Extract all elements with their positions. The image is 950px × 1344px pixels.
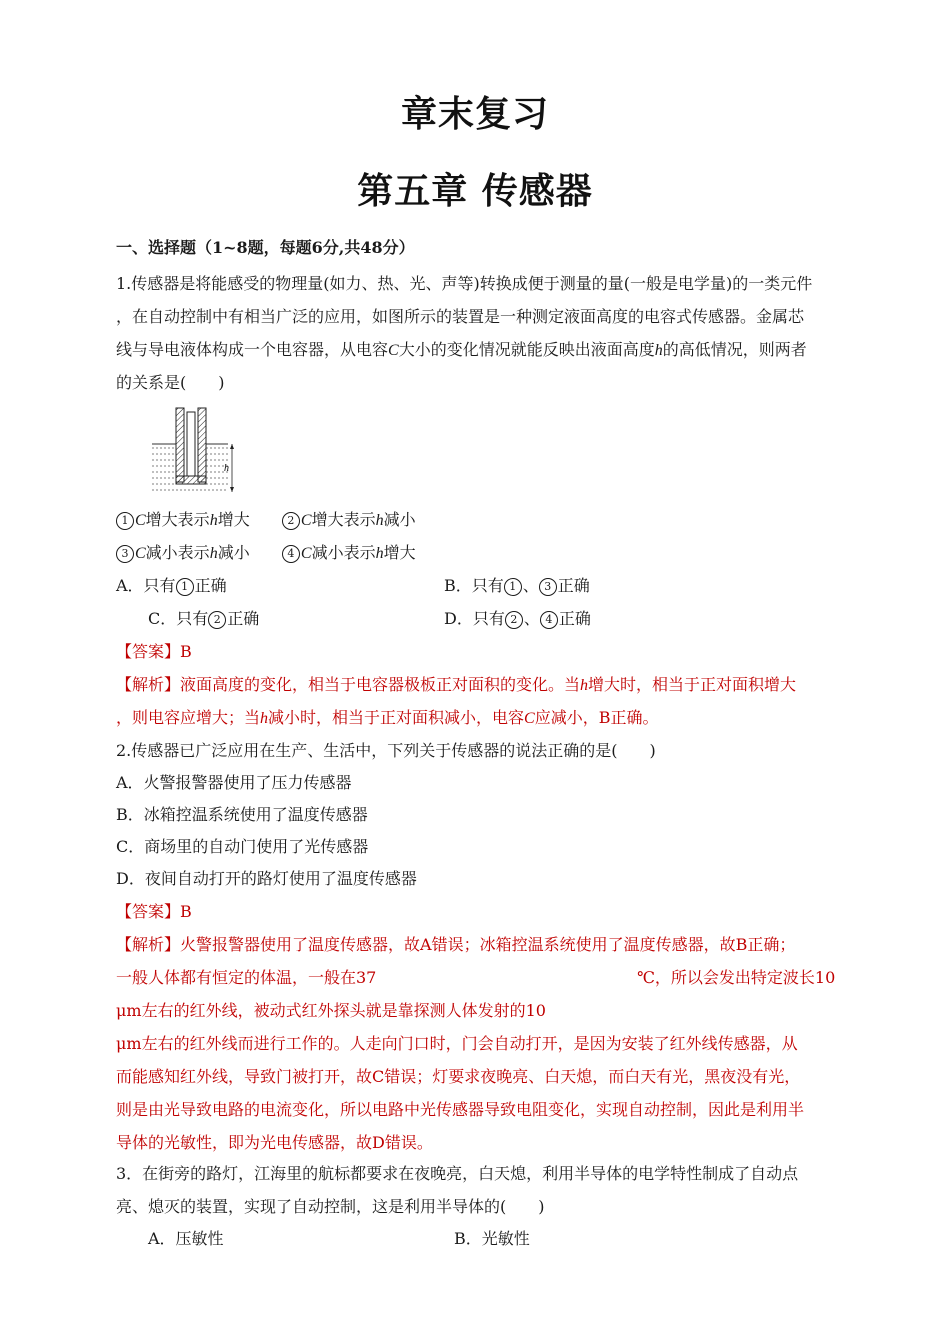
q1-analysis-line2 [116,708,658,729]
q1-analysis-line1 [116,675,796,696]
circled-number: 2 [282,512,300,530]
q1-option-a [116,576,227,596]
q2-analysis-line4: μm左右的红外线而进行工作的。人走向门口时，门会自动打开，是因为安装了红外线传感器，从 [116,1034,798,1053]
q2-analysis-line3: μm左右的红外线，被动式红外探头就是靠探测人体发射的10 [116,1001,546,1020]
figure-label-h: h [224,463,229,474]
option-text: B．只有 [444,576,504,595]
analysis-text: ，则电容应增大；当 [116,708,261,727]
q3-option-a: A．压敏性 [148,1229,224,1248]
statement-text: 减小 [217,543,250,562]
circled-number: 2 [208,611,226,629]
var-c: C [388,342,399,359]
q2-stem: 2.传感器已广泛应用在生产、生活中，下列关于传感器的说法正确的是( ) [116,741,656,760]
circled-number: 2 [505,611,523,629]
statement-text: 减小表示 [311,543,376,562]
analysis-text: 减小时，相当于正对面积减小，电容 [268,708,525,727]
q2-option-c: C．商场里的自动门使用了光传感器 [116,837,369,856]
analysis-text: 火警报警器使用了温度传感器，故A错误；冰箱控温系统使用了温度传感器，故B正确； [180,935,796,954]
option-text: 正确 [558,609,591,628]
option-text: 、 [522,576,539,595]
analysis-tag: 【解析】 [116,935,181,954]
option-text: 、 [523,609,540,628]
q3-stem-line1: 3．在街旁的路灯，江海里的航标都要求在夜晚亮，白天熄，利用半导体的电学特性制成了自动点 [116,1164,799,1183]
var-c: C [135,545,146,562]
q1-stem-line3 [116,340,807,361]
q2-analysis-line1 [116,935,795,955]
circled-number: 3 [116,545,134,563]
q2-option-b: B．冰箱控温系统使用了温度传感器 [116,805,368,824]
q2-analysis-line6: 则是由光导致电路的电流变化，所以电路中光传感器导致电阻变化，实现自动控制，因此是利用半 [116,1100,805,1119]
section-heading: 一、选择题（1~8题，每题6分,共48分） [116,238,415,257]
analysis-text: 增大时，相当于正对面积增大 [588,675,797,694]
circled-number: 4 [282,545,300,563]
option-text: 正确 [227,609,260,628]
var-h: h [375,512,384,529]
option-text: A．只有 [116,576,176,595]
q1-option-c [148,609,259,629]
circled-number: 1 [176,578,194,596]
statement-text: 增大 [217,510,250,529]
chapter-title: 第五章 传感器 [357,171,593,212]
statement-text: 增大表示 [311,510,376,529]
q1-stem-line2: ，在自动控制中有相当广泛的应用，如图所示的装置是一种测定液面高度的电容式传感器。金属芯 [116,307,805,326]
analysis-tag: 【解析】 [116,675,181,694]
page-title: 章末复习 [400,94,549,135]
q1-answer: 【答案】B [116,642,192,661]
q2-answer: 【答案】B [116,902,192,921]
q2-analysis-line2a: 一般人体都有恒定的体温，一般在37 [116,968,377,987]
q2-option-a: A．火警报警器使用了压力传感器 [116,773,352,792]
analysis-text: 液面高度的变化，相当于电容器极板正对面积的变化。当 [180,675,581,694]
circled-number: 4 [540,611,558,629]
circled-number: 3 [539,578,557,596]
q3-stem-line2: 亮、熄灭的装置，实现了自动控制，这是利用半导体的( ) [116,1197,545,1216]
q3-option-b: B．光敏性 [454,1229,530,1248]
q2-analysis-line2b: ℃，所以会发出特定波长10 [637,968,836,987]
statement-text: 增大表示 [145,510,210,529]
statement-text: 减小 [383,510,416,529]
statement-text: 增大 [383,543,416,562]
var-c: C [300,512,312,529]
circled-number: 1 [504,578,522,596]
var-h: h [580,677,589,694]
statement-text: 减小表示 [145,543,210,562]
q1-stem-text: 线与导电液体构成一个电容器，从电容 [116,340,389,359]
var-h: h [209,512,218,529]
var-c: C [524,710,535,727]
q1-stem-text: 的高低情况，则两者 [662,340,807,359]
option-text: 正确 [194,576,227,595]
option-text: D．只有 [444,609,505,628]
capacitive-sensor-figure [148,404,248,500]
circled-number: 1 [116,512,134,530]
var-h: h [654,342,663,359]
var-h: h [260,710,269,727]
q2-option-d: D．夜间自动打开的路灯使用了温度传感器 [116,869,417,888]
analysis-text: 应减小，B正确。 [534,708,659,727]
var-h: h [209,545,218,562]
q1-stem-line4: 的关系是( ) [116,373,225,392]
var-c: C [135,512,146,529]
q1-option-d [444,609,591,629]
q1-statements-row1 [116,510,416,531]
q1-statements-row2 [116,543,416,564]
option-text: C．只有 [148,609,209,628]
q2-analysis-line7: 导体的光敏性，即为光电传感器，故D错误。 [116,1133,433,1152]
q1-option-b [444,576,590,596]
q1-stem-line1: 1.传感器是将能感受的物理量(如力、热、光、声等)转换成便于测量的量(一般是电学量)的一类元件 [116,274,813,293]
var-c: C [300,545,312,562]
q1-stem-text: 大小的变化情况就能反映出液面高度 [398,340,655,359]
var-h: h [375,545,384,562]
option-text: 正确 [557,576,590,595]
q2-analysis-line5: 而能感知红外线，导致门被打开，故C错误；灯要求夜晚亮、白天熄，而白天有光，黑夜没有光， [116,1067,801,1086]
